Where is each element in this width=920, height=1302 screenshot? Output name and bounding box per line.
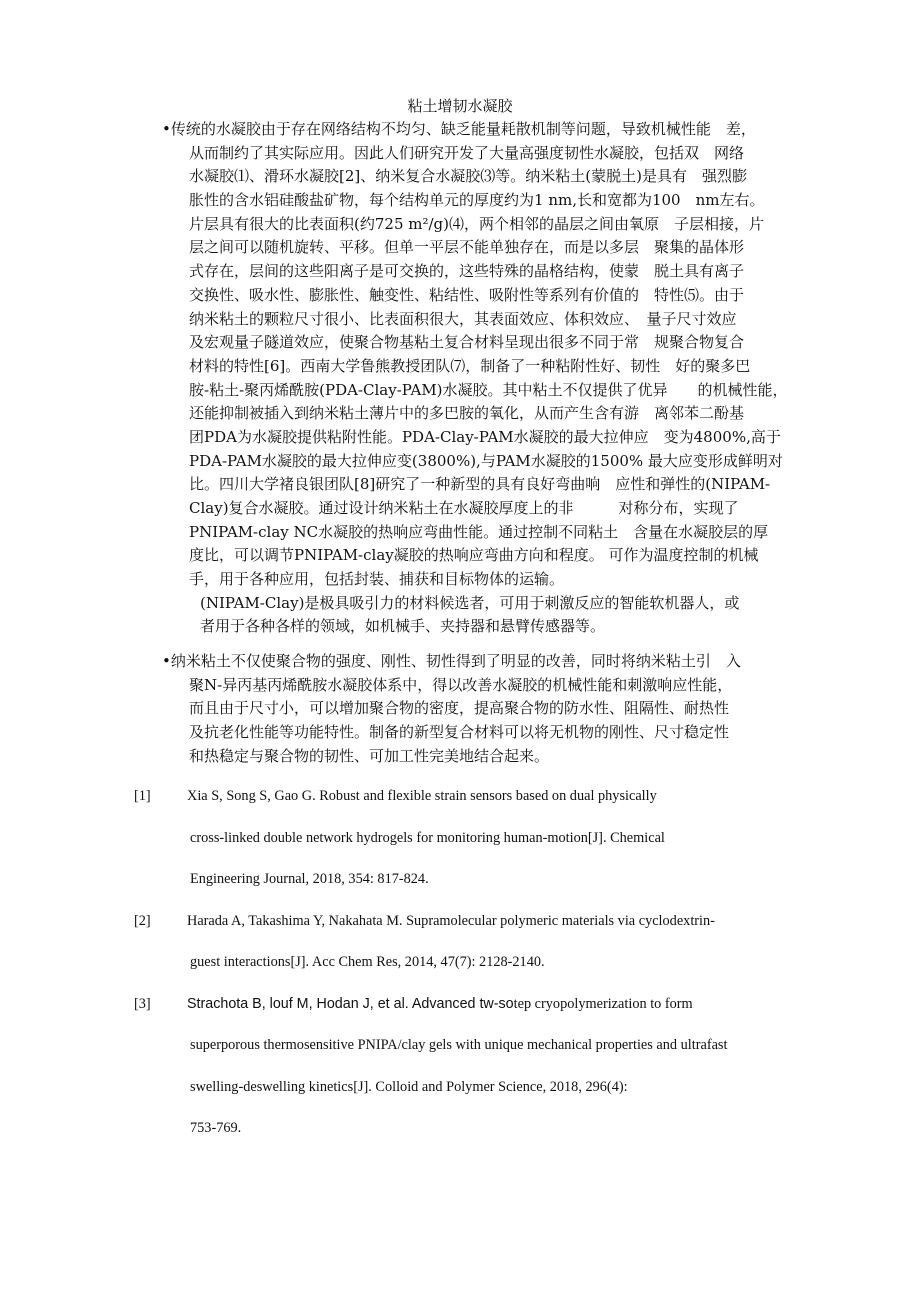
paragraph-line: PNIPAM-clay NC水凝胶的热响应弯曲性能。通过控制不同粘土 含量在水凝胶层的厚 bbox=[189, 522, 769, 541]
paragraph-line: PDA-PAM水凝胶的最大拉伸应变(3800%),与PAM水凝胶的1500% 最大应变形成鲜明对 bbox=[189, 451, 783, 470]
reference-number: [3] bbox=[134, 995, 151, 1012]
reference-item-1 bbox=[134, 784, 794, 826]
paragraph-line: 还能抑制被插入到纳米粘土薄片中的多巴胺的氧化，从而产生含有游 离邻苯二酚基 bbox=[189, 404, 745, 423]
bullet-paragraph-1 bbox=[162, 118, 812, 639]
paragraph-line: 式存在，层间的这些阳离子是可交换的，这些特殊的晶格结构，使蒙 脱土具有离子 bbox=[189, 262, 745, 281]
paragraph-line: 和热稳定与聚合物的韧性、可加工性完美地结合起来。 bbox=[189, 746, 550, 765]
reference-text: cross-linked double network hydrogels for monitoring human-motion[J]. Chemical bbox=[190, 829, 665, 846]
paragraph-line: 者用于各种各样的领域，如机械手、夹持器和悬臂传感器等。 bbox=[200, 617, 606, 636]
paragraph-line: 从而制约了其实际应用。因此人们研究开发了大量高强度韧性水凝胶，包括双 网络 bbox=[189, 143, 745, 162]
reference-text: guest interactions[J]. Acc Chem Res, 2014, 47(7): 2128-2140. bbox=[190, 954, 545, 970]
page-title: 粘土增韧水凝胶 bbox=[407, 97, 513, 115]
reference-text: Engineering Journal, 2018, 354: 817-824. bbox=[190, 871, 429, 887]
paragraph-line: 聚N-异丙基丙烯酰胺水凝胶体系中，得以改善水凝胶的机械性能和刺激响应性能， bbox=[189, 675, 733, 694]
paragraph-line: Clay)复合水凝胶。通过设计纳米粘土在水凝胶厚度上的非 对称分布，实现了 bbox=[189, 499, 739, 517]
reference-text: swelling-deswelling kinetics[J]. Colloid and Polymer Science, 2018, 296(4): bbox=[190, 1078, 628, 1095]
paragraph-line: 纳米粘土的颗粒尺寸很小、比表面积很大，其表面效应、体积效应、 量子尺寸效应 bbox=[189, 309, 737, 328]
paragraph-line: 团PDA为水凝胶提供粘附性能。PDA-Clay-PAM水凝胶的最大拉伸应 变为4800%,高于 bbox=[189, 427, 781, 446]
paragraph-line: 手，用于各种应用，包括封装、捕获和目标物体的运输。 bbox=[189, 570, 565, 589]
reference-item-3 bbox=[134, 992, 794, 1034]
paragraph-line: 胺-粘土-聚丙烯酰胺(PDA-Clay-PAM)水凝胶。其中粘土不仅提供了优异 的机械性能， bbox=[189, 380, 788, 399]
reference-list bbox=[134, 784, 794, 1158]
paragraph-line: 胀性的含水铝硅酸盐矿物，每个结构单元的厚度约为1 nm,长和宽都为100 nm左右。 bbox=[189, 191, 765, 210]
paragraph-line: (NIPAM-Clay)是极具吸引力的材料候选者，可用于刺激反应的智能软机器人，或 bbox=[200, 593, 740, 612]
reference-text: 753-769. bbox=[190, 1120, 242, 1136]
bullet-paragraph-2 bbox=[162, 650, 812, 768]
paragraph-line: 及抗老化性能等功能特性。制备的新型复合材料可以将无机物的刚性、尺寸稳定性 bbox=[189, 723, 730, 742]
reference-number: [2] bbox=[134, 912, 151, 929]
paragraph-line: 交换性、吸水性、膨胀性、触变性、粘结性、吸附性等系列有价值的 特性⑸。由于 bbox=[189, 285, 745, 304]
paragraph-line: 材料的特性[6]。西南大学鲁熊教授团队⑺，制备了一种粘附性好、韧性 好的聚多巴 bbox=[189, 356, 751, 375]
reference-text: Harada A, Takashima Y, Nakahata M. Supramolecular polymeric materials via cyclodextrin- bbox=[187, 912, 715, 929]
paragraph-line: •传统的水凝胶由于存在网络结构不均匀、缺乏能量耗散机制等问题，导致机械性能 差， bbox=[162, 120, 756, 138]
paragraph-line: •纳米粘土不仅使聚合物的强度、刚性、韧性得到了明显的改善，同时将纳米粘土引 入 bbox=[162, 652, 741, 670]
reference-number: [1] bbox=[134, 788, 151, 804]
paragraph-line: 片层具有很大的比表面积(约725 m²/g)⑷，两个相邻的晶层之间由氧原 子层相接，片 bbox=[189, 214, 764, 233]
reference-text: tep cryopolymerization to form bbox=[513, 995, 693, 1012]
paragraph-line: 度比，可以调节PNIPAM-clay凝胶的热响应弯曲方向和程度。 可作为温度控制的机械 bbox=[189, 546, 759, 565]
paragraph-line: 层之间可以随机旋转、平移。但单一平层不能单独存在，而是以多层 聚集的晶体形 bbox=[189, 238, 745, 257]
reference-text: superporous thermosensitive PNIPA/clay gels with unique mechanical properties and ultrafast bbox=[190, 1037, 728, 1053]
paragraph-line: 比。四川大学褚良银团队[8]研究了一种新型的具有良好弯曲响 应性和弹性的(NIPAM- bbox=[189, 475, 771, 494]
reference-item-2 bbox=[134, 909, 794, 951]
paragraph-line: 及宏观量子隧道效应，使聚合物基粘土复合材料呈现出很多不同于常 规聚合物复合 bbox=[189, 333, 745, 352]
reference-text: Xia S, Song S, Gao G. Robust and flexible strain sensors based on dual physically bbox=[187, 788, 657, 804]
reference-text: Strachota B, louf M, Hodan J, et al. Advanced tw-so bbox=[187, 995, 514, 1012]
paragraph-line: 而且由于尺寸小，可以增加聚合物的密度，提高聚合物的防水性、阻隔性、耐热性 bbox=[189, 699, 730, 718]
paragraph-line: 水凝胶⑴、滑环水凝胶[2]、纳米复合水凝胶⑶等。纳米粘土(蒙脱土)是具有 强烈膨 bbox=[189, 167, 747, 186]
